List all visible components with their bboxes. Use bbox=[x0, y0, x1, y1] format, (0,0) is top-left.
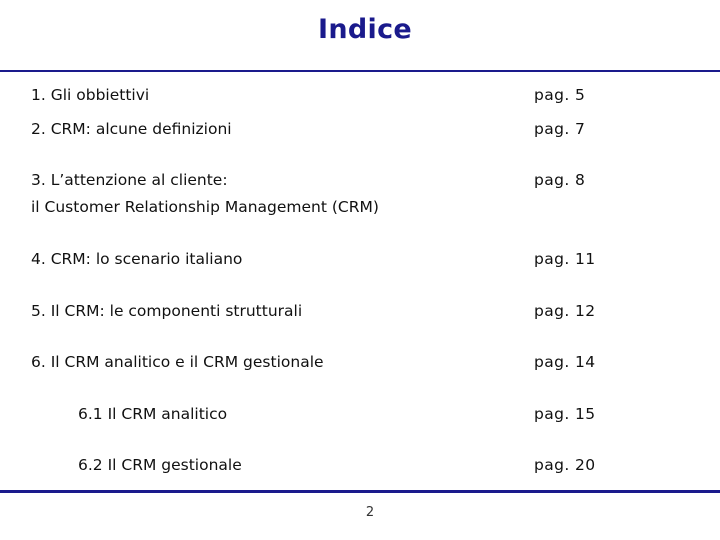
toc-entry-6-1-title: 6.1 Il CRM analitico bbox=[78, 405, 228, 423]
toc-entry-5-page: pag. 12 bbox=[534, 302, 596, 320]
toc-entry-3-page: pag. 8 bbox=[534, 171, 586, 189]
toc-entry-2-title: 2. CRM: alcune definizioni bbox=[31, 120, 232, 138]
toc-entry-5-title: 5. Il CRM: le componenti strutturali bbox=[31, 302, 303, 320]
toc-entry-6-1-page: pag. 15 bbox=[534, 405, 596, 423]
toc-entry-3-subtitle: il Customer Relationship Management (CRM) bbox=[31, 198, 379, 216]
page-number: 2 bbox=[365, 505, 375, 520]
toc-entry-6-2-page: pag. 20 bbox=[534, 456, 596, 474]
toc-entry-2-page: pag. 7 bbox=[534, 120, 586, 138]
bottom-divider bbox=[0, 490, 720, 493]
toc-entry-1-page: pag. 5 bbox=[534, 86, 586, 104]
toc-entry-3-title: 3. L’attenzione al cliente: bbox=[31, 171, 228, 189]
toc-entry-1-title: 1. Gli obbiettivi bbox=[31, 86, 150, 104]
toc-entry-6-page: pag. 14 bbox=[534, 353, 596, 371]
toc-entry-4-title: 4. CRM: lo scenario italiano bbox=[31, 250, 243, 268]
toc-entry-4-page: pag. 11 bbox=[534, 250, 596, 268]
toc-entry-6-title: 6. Il CRM analitico e il CRM gestionale bbox=[31, 353, 324, 371]
page-title: Indice bbox=[318, 14, 412, 45]
toc-entry-6-2-title: 6.2 Il CRM gestionale bbox=[78, 456, 242, 474]
